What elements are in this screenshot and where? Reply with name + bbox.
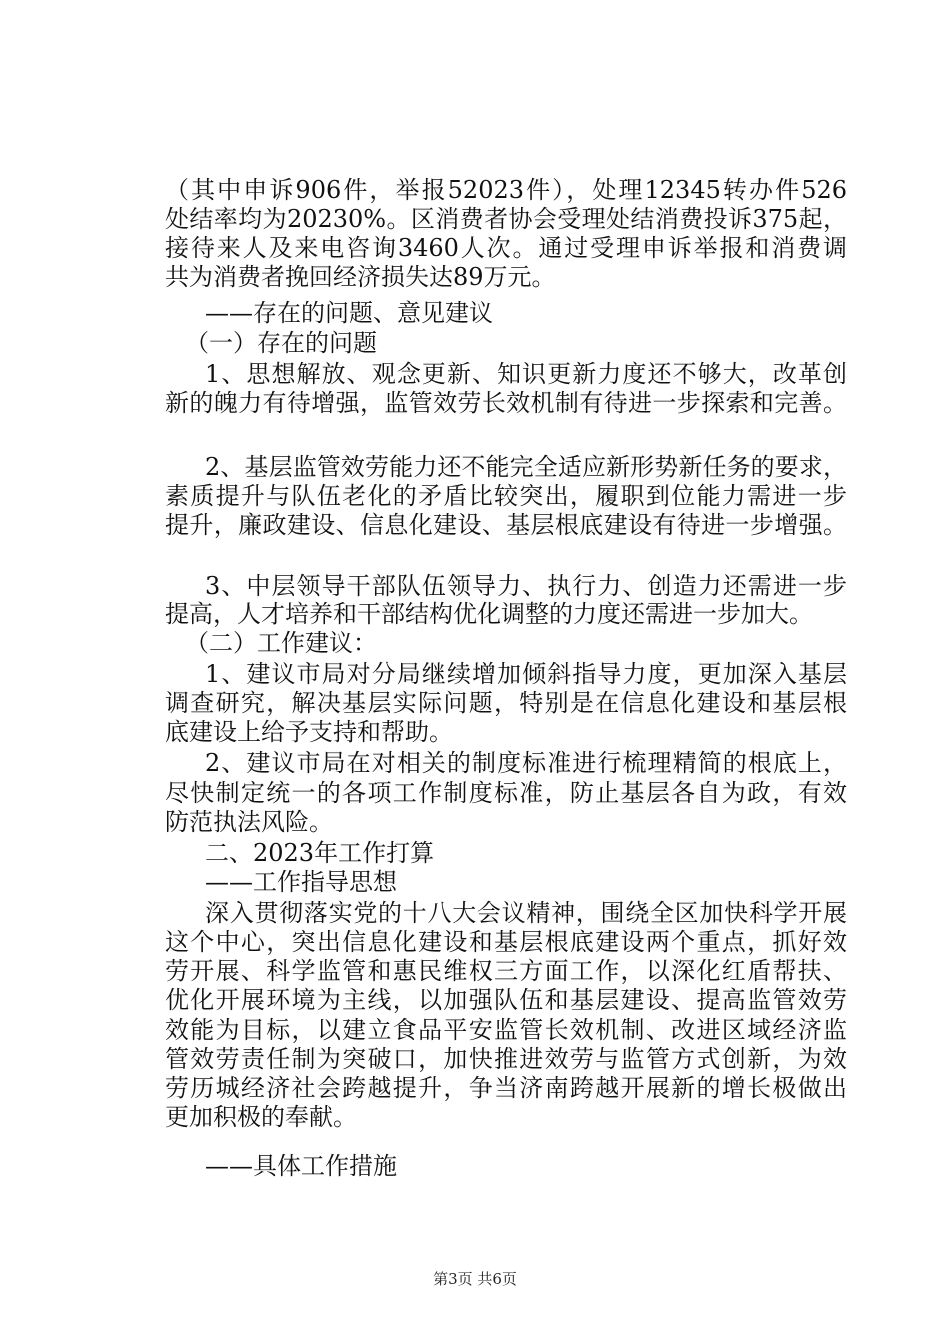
- text-line: 新的魄力有待增强，监管效劳长效机制有待进一步探索和完善。: [165, 389, 847, 417]
- text-line: （其中申诉906件，举报52023件），处理12345转办件526: [165, 176, 847, 204]
- section-heading: ——工作指导思想: [205, 868, 397, 896]
- text-line: 3、中层领导干部队伍领导力、执行力、创造力还需进一步: [205, 572, 847, 600]
- section-heading: ——存在的问题、意见建议: [205, 299, 493, 327]
- text-line: 优化开展环境为主线，以加强队伍和基层建设、提高监管效劳: [165, 986, 847, 1014]
- subsection-heading: （二）工作建议：: [185, 629, 377, 657]
- text-line: 管效劳责任制为突破口，加快推进效劳与监管方式创新，为效: [165, 1045, 847, 1073]
- text-line: 1、思想解放、观念更新、知识更新力度还不够大，改革创: [205, 360, 847, 388]
- subsection-heading: （一）存在的问题: [185, 329, 377, 357]
- text-line: 底建设上给予支持和帮助。: [165, 718, 453, 746]
- text-line: 这个中心，突出信息化建设和基层根底建设两个重点，抓好效: [165, 928, 847, 956]
- text-line: 提升，廉政建设、信息化建设、基层根底建设有待进一步增强。: [165, 511, 847, 539]
- text-line: 劳开展、科学监管和惠民维权三方面工作，以深化红盾帮扶、: [165, 957, 847, 985]
- text-line: 劳历城经济社会跨越提升，争当济南跨越开展新的增长极做出: [165, 1074, 847, 1102]
- text-line: 防范执法风险。: [165, 808, 333, 836]
- text-line: 共为消费者挽回经济损失达89万元。: [165, 263, 556, 291]
- text-line: 接待来人及来电咨询3460人次。通过受理申诉举报和消费调: [165, 234, 847, 262]
- text-line: 处结率均为20230%。区消费者协会受理处结消费投诉375起，: [165, 205, 847, 233]
- text-line: 素质提升与队伍老化的矛盾比较突出，履职到位能力需进一步: [165, 482, 847, 510]
- section-heading: ——具体工作措施: [205, 1152, 397, 1180]
- text-line: 2、建议市局在对相关的制度标准进行梳理精简的根底上，: [205, 749, 847, 777]
- text-line: 深入贯彻落实党的十八大会议精神，围绕全区加快科学开展: [205, 899, 847, 927]
- text-line: 尽快制定统一的各项工作制度标准，防止基层各自为政，有效: [165, 779, 847, 807]
- text-line: 调查研究，解决基层实际问题，特别是在信息化建设和基层根: [165, 689, 847, 717]
- text-line: 效能为目标，以建立食品平安监管长效机制、改进区域经济监: [165, 1016, 847, 1044]
- text-line: 提高，人才培养和干部结构优化调整的力度还需进一步加大。: [165, 600, 813, 628]
- text-line: 更加积极的奉献。: [165, 1103, 357, 1131]
- section-heading: 二、2023年工作打算: [205, 839, 435, 867]
- page-number-footer: 第3页 共6页: [433, 1270, 517, 1288]
- text-line: 1、建议市局对分局继续增加倾斜指导力度，更加深入基层: [205, 660, 847, 688]
- text-line: 2、基层监管效劳能力还不能完全适应新形势新任务的要求，: [205, 453, 847, 481]
